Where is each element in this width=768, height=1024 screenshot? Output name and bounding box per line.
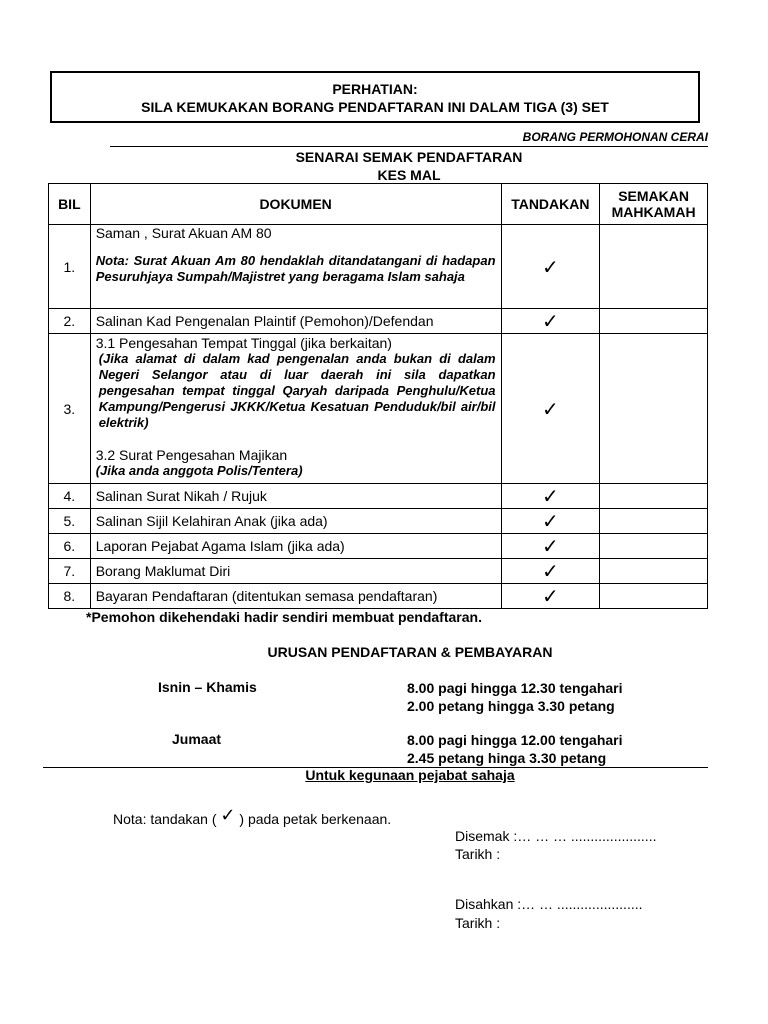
row-document: Salinan Surat Nikah / Rujuk [90,484,501,509]
semakan-cell[interactable] [600,509,708,534]
row-number: 2. [49,309,91,334]
row-document: Borang Maklumat Diri [90,559,501,584]
table-row [49,484,708,509]
notice-title: PERHATIAN: [332,81,418,97]
tarikh-field[interactable]: Tarikh : [455,915,501,931]
row-number: 5. [49,509,91,534]
tick-cell[interactable] [501,484,600,509]
table-row [49,225,708,309]
disahkan-field[interactable]: Disahkan :… … ...................... [455,896,643,912]
table-row [49,534,708,559]
form-type-label: BORANG PERMOHONAN CERAI [522,130,708,144]
row-document: Bayaran Pendaftaran (ditentukan semasa pendaftaran) [90,584,501,609]
checklist-table [48,183,708,609]
schedule-day-mon-thu: Isnin – Khamis [158,679,257,695]
row-number: 7. [49,559,91,584]
footnote: *Pemohon dikehendaki hadir sendiri membuat pendaftaran. [86,609,482,625]
document-note: Nota: Surat Akuan Am 80 hendaklah ditandatangani di hadapan Pesuruhjaya Sumpah/Majistret yang beragama Islam sahaja [95,253,496,284]
schedule-time: 2.45 petang hinga 3.30 petang [407,750,607,766]
schedule-time: 2.00 petang hingga 3.30 petang [407,698,615,714]
checklist-heading: SENARAI SEMAK PENDAFTARAN [295,149,523,165]
checklist-subheading: KES MAL [377,167,441,183]
header-semakan-line1: SEMAKAN [618,188,689,204]
checkmark-icon: ✓ [541,309,559,333]
schedule-hours-fri [407,731,623,767]
row-number: 8. [49,584,91,609]
semakan-cell[interactable] [600,309,708,334]
semakan-cell[interactable] [600,534,708,559]
table-row [49,509,708,534]
checkmark-icon: ✓ [541,509,559,533]
notice-text: SILA KEMUKAKAN BORANG PENDAFTARAN INI DALAM TIGA (3) SET [141,99,609,115]
row-number: 6. [49,534,91,559]
row-document [90,225,501,309]
checkmark-icon: ✓ [541,559,559,583]
row-number: 1. [49,225,91,309]
checkmark-icon: ✓ [541,254,559,279]
tick-cell[interactable] [501,309,600,334]
tick-cell[interactable] [501,559,600,584]
document-title: Saman , Surat Akuan AM 80 [95,225,272,241]
semakan-cell[interactable] [600,559,708,584]
nota-text [113,805,392,829]
semakan-cell[interactable] [600,225,708,309]
row-number: 3. [49,334,91,484]
schedule-time: 8.00 pagi hingga 12.00 tengahari [407,732,623,748]
semakan-cell[interactable] [600,334,708,484]
nota-prefix: Nota: tandakan ( [113,811,217,827]
tick-cell[interactable] [501,509,600,534]
document-title: 3.2 Surat Pengesahan Majikan [95,447,288,463]
tick-cell[interactable] [501,584,600,609]
checkmark-icon: ✓ [220,805,236,826]
checkmark-icon: ✓ [541,396,559,421]
schedule-time: 8.00 pagi hingga 12.30 tengahari [407,680,623,696]
nota-suffix: ) pada petak berkenaan. [239,811,392,827]
row-document: Salinan Kad Pengenalan Plaintif (Pemohon)/Defendan [90,309,501,334]
checklist-title [110,148,708,184]
checkmark-icon: ✓ [541,534,559,558]
table-row [49,309,708,334]
table-row [49,334,708,484]
header-bil: BIL [49,184,91,225]
row-document: Salinan Sijil Kelahiran Anak (jika ada) [90,509,501,534]
table-row [49,584,708,609]
semakan-cell[interactable] [600,584,708,609]
tarikh-field[interactable]: Tarikh : [455,846,501,862]
schedule-hours-mon-thu [407,679,623,715]
tick-cell[interactable] [501,534,600,559]
schedule-day-fri: Jumaat [172,731,222,747]
tick-cell[interactable] [501,225,600,309]
document-note: (Jika alamat di dalam kad pengenalan anda bukan di dalam Negeri Selangor atau di luar daerah ini sila dapatkan pengesahan tempat tinggal Qaryah daripada Penghulu/Ketua Kampung/Pengerusi JKKK/Ketua Kesatuan Penduduk/bil air/bil elektrik) [98,351,496,430]
row-number: 4. [49,484,91,509]
header-dokumen: DOKUMEN [90,184,501,225]
table-header-row [49,184,708,225]
checkmark-icon: ✓ [541,484,559,508]
notice-box [50,71,700,123]
divider [110,146,708,147]
table-row [49,559,708,584]
disemak-field[interactable]: Disemak :… … … ...................... [455,828,657,844]
document-title: 3.1 Pengesahan Tempat Tinggal (jika berkaitan) [95,335,392,351]
schedule-title: URUSAN PENDAFTARAN & PEMBAYARAN [267,644,553,660]
tick-cell[interactable] [501,334,600,484]
checkmark-icon: ✓ [541,584,559,608]
row-document: Laporan Pejabat Agama Islam (jika ada) [90,534,501,559]
header-tandakan: TANDAKAN [501,184,600,225]
office-use-title: Untuk kegunaan pejabat sahaja [305,767,515,783]
document-note: (Jika anda anggota Polis/Tentera) [95,463,303,478]
row-document [90,334,501,484]
header-semakan [600,184,708,225]
header-semakan-line2: MAHKAMAH [611,204,696,220]
semakan-cell[interactable] [600,484,708,509]
